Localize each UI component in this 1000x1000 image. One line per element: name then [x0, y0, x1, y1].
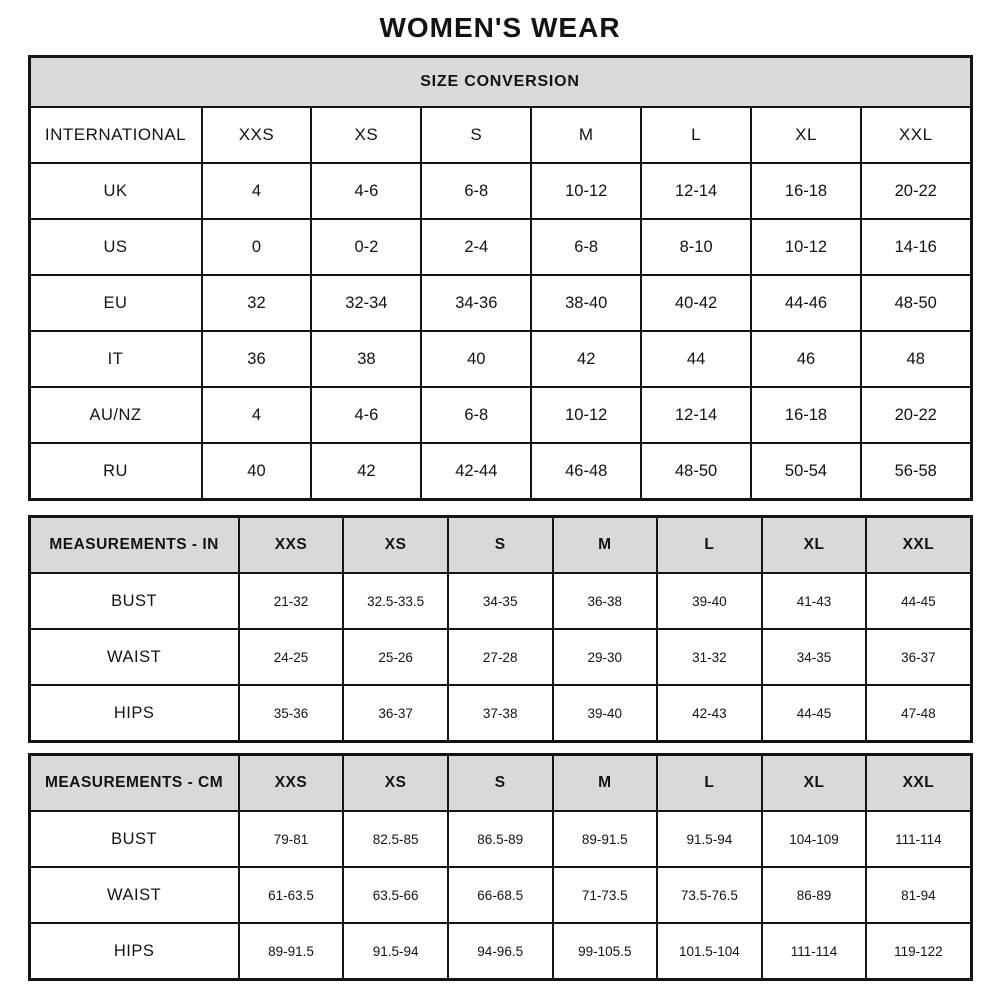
- value-cell: 81-94: [866, 867, 971, 923]
- value-cell: 48: [861, 331, 971, 387]
- column-header-xxs: XXS: [202, 107, 312, 163]
- value-cell: 42: [311, 443, 421, 500]
- row-label: WAIST: [29, 867, 239, 923]
- value-cell: 71-73.5: [553, 867, 658, 923]
- value-cell: 34-36: [421, 275, 531, 331]
- value-cell: 31-32: [657, 629, 762, 685]
- table-banner-row: [29, 57, 971, 108]
- value-cell: 36: [202, 331, 312, 387]
- value-cell: 20-22: [861, 163, 971, 219]
- column-header-xl: XL: [751, 107, 861, 163]
- measurements-in-table: [28, 515, 973, 743]
- value-cell: 119-122: [866, 923, 971, 980]
- value-cell: 56-58: [861, 443, 971, 500]
- value-cell: 111-114: [866, 811, 971, 867]
- value-cell: 61-63.5: [239, 867, 344, 923]
- value-cell: 39-40: [657, 573, 762, 629]
- value-cell: 25-26: [343, 629, 448, 685]
- row-label: BUST: [29, 811, 239, 867]
- value-cell: 46-48: [531, 443, 641, 500]
- corner-header: INTERNATIONAL: [29, 107, 202, 163]
- value-cell: 63.5-66: [343, 867, 448, 923]
- corner-header: MEASUREMENTS - IN: [29, 517, 239, 574]
- column-header-row: [29, 755, 971, 812]
- size-conversion-table: [28, 55, 973, 501]
- value-cell: 4: [202, 163, 312, 219]
- value-cell: 91.5-94: [343, 923, 448, 980]
- value-cell: 16-18: [751, 387, 861, 443]
- value-cell: 82.5-85: [343, 811, 448, 867]
- value-cell: 41-43: [762, 573, 867, 629]
- value-cell: 86.5-89: [448, 811, 553, 867]
- value-cell: 10-12: [531, 387, 641, 443]
- value-cell: 20-22: [861, 387, 971, 443]
- column-header-l: L: [641, 107, 751, 163]
- value-cell: 6-8: [531, 219, 641, 275]
- table-row: [29, 811, 971, 867]
- value-cell: 38-40: [531, 275, 641, 331]
- value-cell: 4-6: [311, 163, 421, 219]
- value-cell: 91.5-94: [657, 811, 762, 867]
- column-header-xs: XS: [343, 755, 448, 812]
- column-header-m: M: [553, 517, 658, 574]
- value-cell: 4-6: [311, 387, 421, 443]
- measurements-cm-table: [28, 753, 973, 981]
- value-cell: 34-35: [762, 629, 867, 685]
- row-label: US: [29, 219, 202, 275]
- value-cell: 34-35: [448, 573, 553, 629]
- value-cell: 39-40: [553, 685, 658, 742]
- table-row: [29, 923, 971, 980]
- value-cell: 48-50: [641, 443, 751, 500]
- value-cell: 42-43: [657, 685, 762, 742]
- value-cell: 89-91.5: [553, 811, 658, 867]
- value-cell: 48-50: [861, 275, 971, 331]
- row-label: WAIST: [29, 629, 239, 685]
- column-header-l: L: [657, 755, 762, 812]
- value-cell: 47-48: [866, 685, 971, 742]
- table-row: [29, 629, 971, 685]
- value-cell: 42-44: [421, 443, 531, 500]
- value-cell: 14-16: [861, 219, 971, 275]
- value-cell: 6-8: [421, 163, 531, 219]
- table-row: [29, 275, 971, 331]
- column-header-m: M: [531, 107, 641, 163]
- table-row: [29, 867, 971, 923]
- row-label: BUST: [29, 573, 239, 629]
- value-cell: 27-28: [448, 629, 553, 685]
- value-cell: 37-38: [448, 685, 553, 742]
- value-cell: 42: [531, 331, 641, 387]
- value-cell: 0: [202, 219, 312, 275]
- value-cell: 21-32: [239, 573, 344, 629]
- value-cell: 36-37: [343, 685, 448, 742]
- table-row: [29, 163, 971, 219]
- column-header-m: M: [553, 755, 658, 812]
- table-row: [29, 331, 971, 387]
- table-row: [29, 443, 971, 500]
- column-header-xxl: XXL: [866, 755, 971, 812]
- value-cell: 24-25: [239, 629, 344, 685]
- column-header-xs: XS: [311, 107, 421, 163]
- table-row: [29, 219, 971, 275]
- value-cell: 66-68.5: [448, 867, 553, 923]
- column-header-xxl: XXL: [861, 107, 971, 163]
- value-cell: 0-2: [311, 219, 421, 275]
- column-header-xs: XS: [343, 517, 448, 574]
- column-header-xxs: XXS: [239, 517, 344, 574]
- table-row: [29, 573, 971, 629]
- value-cell: 73.5-76.5: [657, 867, 762, 923]
- column-header-row: [29, 517, 971, 574]
- row-label: UK: [29, 163, 202, 219]
- table-banner: SIZE CONVERSION: [29, 57, 971, 108]
- column-header-xxs: XXS: [239, 755, 344, 812]
- value-cell: 89-91.5: [239, 923, 344, 980]
- value-cell: 111-114: [762, 923, 867, 980]
- column-header-l: L: [657, 517, 762, 574]
- value-cell: 44-45: [762, 685, 867, 742]
- value-cell: 8-10: [641, 219, 751, 275]
- value-cell: 2-4: [421, 219, 531, 275]
- value-cell: 86-89: [762, 867, 867, 923]
- column-header-xxl: XXL: [866, 517, 971, 574]
- table-row: [29, 685, 971, 742]
- value-cell: 6-8: [421, 387, 531, 443]
- value-cell: 40: [202, 443, 312, 500]
- row-label: HIPS: [29, 923, 239, 980]
- value-cell: 36-38: [553, 573, 658, 629]
- column-header-xl: XL: [762, 755, 867, 812]
- page-title: WOMEN'S WEAR: [379, 12, 621, 43]
- value-cell: 12-14: [641, 163, 751, 219]
- value-cell: 50-54: [751, 443, 861, 500]
- value-cell: 44-46: [751, 275, 861, 331]
- value-cell: 44: [641, 331, 751, 387]
- value-cell: 10-12: [751, 219, 861, 275]
- value-cell: 94-96.5: [448, 923, 553, 980]
- column-header-xl: XL: [762, 517, 867, 574]
- value-cell: 4: [202, 387, 312, 443]
- value-cell: 104-109: [762, 811, 867, 867]
- value-cell: 46: [751, 331, 861, 387]
- value-cell: 99-105.5: [553, 923, 658, 980]
- row-label: AU/NZ: [29, 387, 202, 443]
- value-cell: 10-12: [531, 163, 641, 219]
- value-cell: 32: [202, 275, 312, 331]
- corner-header: MEASUREMENTS - CM: [29, 755, 239, 812]
- value-cell: 101.5-104: [657, 923, 762, 980]
- value-cell: 40: [421, 331, 531, 387]
- column-header-s: S: [448, 517, 553, 574]
- column-header-s: S: [448, 755, 553, 812]
- column-header-s: S: [421, 107, 531, 163]
- value-cell: 29-30: [553, 629, 658, 685]
- value-cell: 36-37: [866, 629, 971, 685]
- value-cell: 35-36: [239, 685, 344, 742]
- column-header-row: [29, 107, 971, 163]
- row-label: IT: [29, 331, 202, 387]
- value-cell: 12-14: [641, 387, 751, 443]
- value-cell: 16-18: [751, 163, 861, 219]
- value-cell: 44-45: [866, 573, 971, 629]
- row-label: RU: [29, 443, 202, 500]
- row-label: HIPS: [29, 685, 239, 742]
- value-cell: 32.5-33.5: [343, 573, 448, 629]
- value-cell: 40-42: [641, 275, 751, 331]
- value-cell: 38: [311, 331, 421, 387]
- value-cell: 79-81: [239, 811, 344, 867]
- row-label: EU: [29, 275, 202, 331]
- table-row: [29, 387, 971, 443]
- value-cell: 32-34: [311, 275, 421, 331]
